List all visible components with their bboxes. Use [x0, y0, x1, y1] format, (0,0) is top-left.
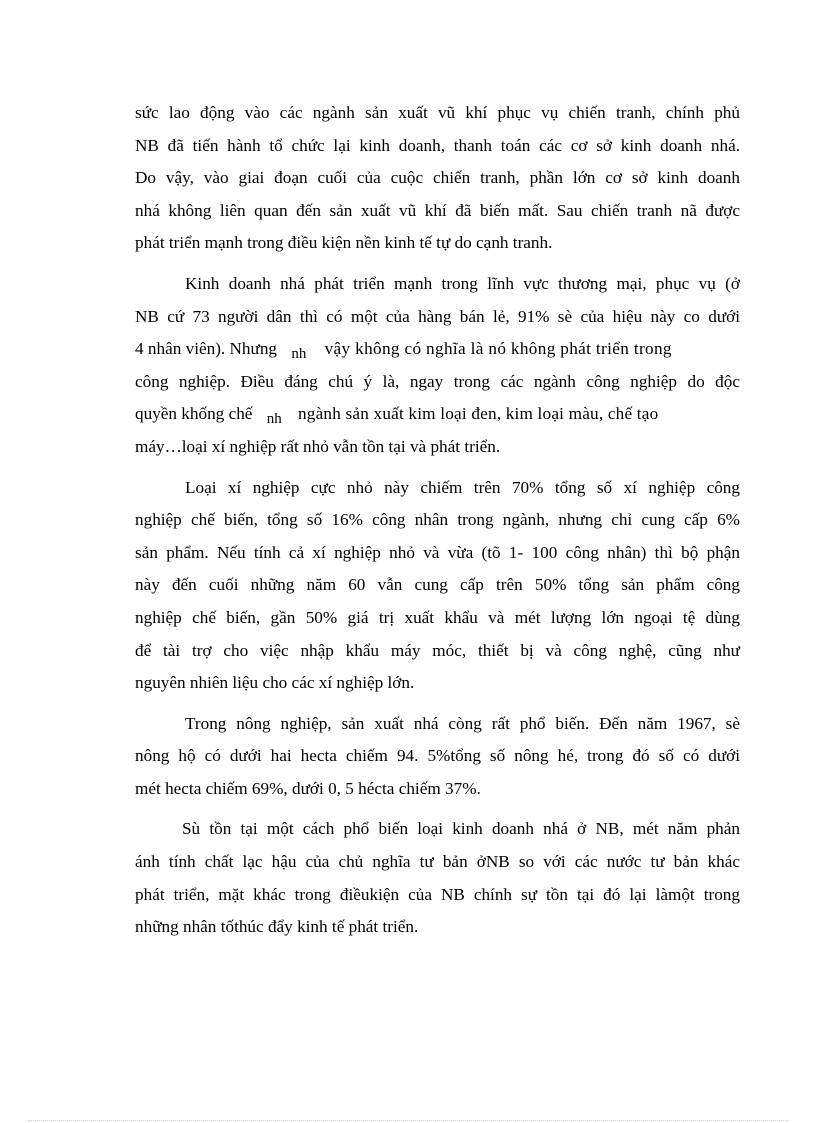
page-bottom-divider	[28, 1120, 788, 1121]
text-line: phát triển, mặt khác trong điềukiện của NB chính sự tồn tại đó lại làmột trong	[135, 884, 740, 904]
text-line: nông hộ có dưới hai hecta chiếm 94. 5%tổng số nông hé, trong đó số có dưới	[135, 746, 740, 766]
paragraph	[135, 813, 740, 943]
text-line: công nghiệp. Điều đáng chú ý là, ngay trong các ngành công nghiệp do độc	[135, 371, 740, 391]
text-line: sản phẩm. Nếu tính cả xí nghiệp nhỏ và vừa (tõ 1- 100 công nhân) thì bộ phận	[135, 542, 740, 562]
paragraph	[135, 472, 740, 700]
paragraph	[135, 708, 740, 806]
text-line: Loại xí nghiệp cực nhỏ này chiếm trên 70% tổng số xí nghiệp công	[185, 477, 740, 497]
text-line: Trong nông nghiệp, sản xuất nhá còng rất phổ biến. Đến năm 1967, sè	[185, 713, 740, 733]
text-fragment: vậy không có nghĩa là nó không phát triển trong	[324, 339, 672, 359]
text-line: nguyên nhiên liệu cho các xí nghiệp lớn.	[135, 673, 415, 693]
subscript-fragment: nh	[266, 411, 282, 428]
text-line: những nhân tốthúc đẩy kinh tế phát triển.	[135, 917, 419, 937]
text-line: Do vậy, vào giai đoạn cuối của cuộc chiến tranh, phần lớn cơ sở kinh doanh	[135, 168, 740, 188]
subscript-fragment: nh	[291, 346, 307, 363]
text-line: NB cứ 73 người dân thì có một của hàng bán lẻ, 91% sè của hiệu này co dưới	[135, 306, 740, 326]
text-line: nghiệp chế biến, tổng số 16% công nhân trong ngành, nhưng chỉ cung cấp 6%	[135, 510, 740, 530]
text-line: nhá không liên quan đến sản xuất vũ khí đã biến mất. Sau chiến tranh nã được	[135, 200, 740, 220]
text-fragment: quyền khống chế	[135, 404, 253, 424]
text-line: để tài trợ cho việc nhập khẩu máy móc, thiết bị và công nghệ, cũng như	[135, 640, 740, 660]
text-line	[135, 333, 740, 366]
text-line: máy…loại xí nghiệp rất nhỏ vẫn tồn tại và phát triển.	[135, 436, 501, 456]
text-line: nghiệp chế biến, gần 50% giá trị xuất khẩu và mét lượng lớn ngoại tệ dùng	[135, 607, 740, 627]
paragraph	[135, 268, 740, 464]
text-line: ánh tính chất lạc hậu của chủ nghĩa tư bản ởNB so với các nước tư bản khác	[135, 852, 740, 872]
document-body	[135, 97, 740, 952]
paragraph	[135, 97, 740, 260]
text-line: Sù tồn tại một cách phổ biến loại kinh doanh nhá ở NB, mét năm phản	[182, 819, 740, 839]
text-fragment: 4 nhân viên). Nhưng	[135, 339, 278, 359]
text-line: Kinh doanh nhá phát triển mạnh trong lĩnh vực thương mại, phục vụ (ở	[185, 273, 740, 293]
text-line	[135, 398, 740, 431]
text-fragment: ngành sản xuất kim loại đen, kim loại màu, chế tạo	[298, 404, 659, 424]
text-line: mét hecta chiếm 69%, dưới 0, 5 hécta chiếm 37%.	[135, 778, 481, 798]
text-line: này đến cuối những năm 60 vẫn cung cấp trên 50% tổng sản phẩm công	[135, 575, 740, 595]
text-line: sức lao động vào các ngành sản xuất vũ khí phục vụ chiến tranh, chính phủ	[135, 103, 740, 122]
text-line: phát triển mạnh trong điều kiện nền kinh tế tự do cạnh tranh.	[135, 233, 553, 253]
text-line: NB đã tiến hành tổ chức lại kinh doanh, thanh toán các cơ sở kinh doanh nhá.	[135, 135, 740, 155]
